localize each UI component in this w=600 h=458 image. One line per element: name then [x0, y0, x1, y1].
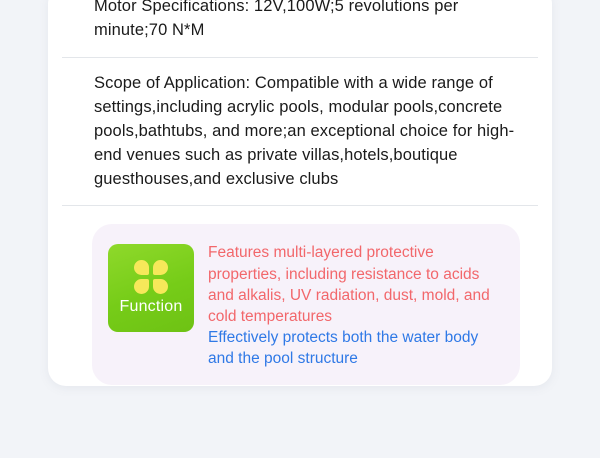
function-text-secondary: Effectively protects both the water body and the pool structure [208, 328, 479, 367]
spec-row-motor: Motor Specifications: 12V,100W;5 revolutions per minute;70 N*M [62, 0, 538, 58]
function-text-primary: Features multi-layered protective properties, including resistance to acids and alkalis, UV radiation, dust, mold, and cold temperatures [208, 244, 490, 325]
four-leaf-clover-icon [134, 260, 168, 294]
function-text-block [208, 240, 506, 368]
spec-row-scope: Scope of Application: Compatible with a wide range of settings,including acrylic pools, modular pools,concrete pools,bathtubs, and more;an exceptional choice for high-end venues such as private villas,hotels,boutique guesthouses,and exclusive clubs [62, 58, 538, 207]
function-badge-label: Function [119, 298, 183, 316]
function-highlight-card [92, 224, 520, 384]
product-detail-card [48, 0, 552, 386]
function-badge [108, 244, 194, 332]
